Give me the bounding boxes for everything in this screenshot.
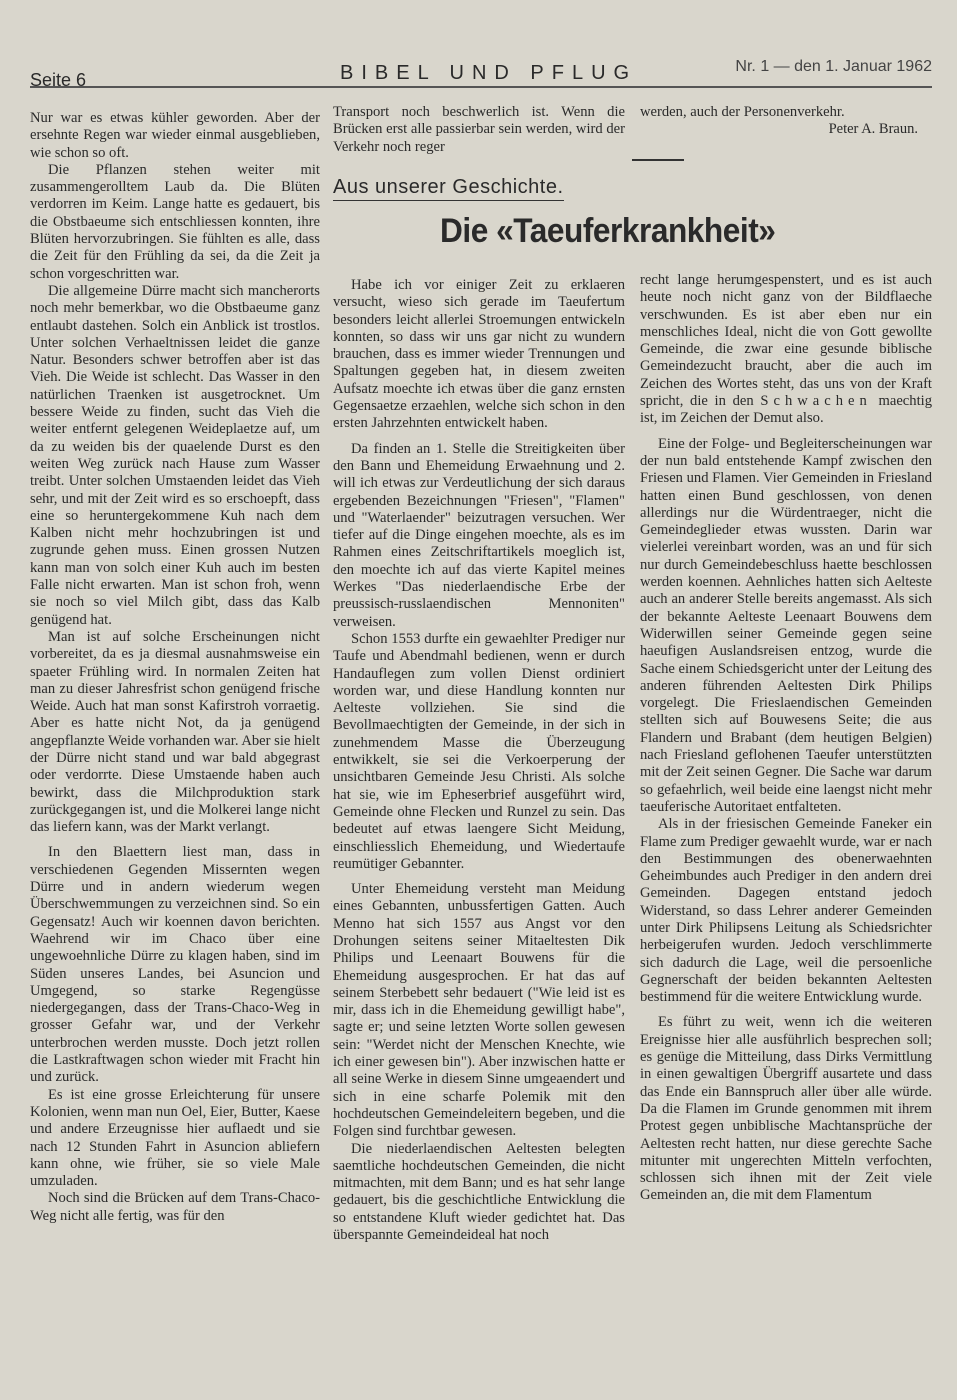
paragraph: Noch sind die Brücken auf dem Trans-Chaco-Weg nicht alle fertig, was für den (30, 1190, 320, 1224)
paragraph: Die niederlaendischen Aeltesten belegten saemtliche hochdeutschen Gemeinden, die nicht mitmachten, mit dem Bann; und es hat sehr lange gedauert, bis die geschichtliche Entwicklung die so entstandene Kluft wieder gedichtet hat. Das überspannte Gemeindeideal hat noch (333, 1140, 625, 1244)
paragraph (640, 272, 932, 428)
paragraph: Es ist eine grosse Erleichterung für unsere Kolonien, wenn man nun Oel, Eier, Butter, Kaese und andere Erzeugnisse hier auflaedt und sie nach 12 Stunden Fahrt in Asuncion abliefern kann ohne, wie früher, sie so viele Male umzuladen. (30, 1086, 320, 1190)
paragraph: In den Blaettern liest man, dass in verschiedenen Gegenden Missernten wegen Dürre und in andern wiederum wegen Überschwemmungen zu verzeichnen sind. So ein Gegensatz! Auch wir koennen davon berichten. Waehrend wir im Chaco über eine ungewoehnliche Dürre zu klagen haben, sind im Süden unseres Landes, bei Asuncion und Umgegend, so starke Regengüsse niedergegangen, dass der Trans-Chaco-Weg in grosser Gefahr war, und der Verkehr unterbrochen werden musste. Doch jetzt rollen die Lastkraftwagen schon wieder mit Fracht hin und zurück. (30, 844, 320, 1086)
paragraph: Eine der Folge- und Begleiterscheinungen war der nun bald entstehende Kampf zwischen den Friesen und Flamen. Vier Gemeinden in Friesland hatten einen Bund geschlossen, von denen allerdings nur die Würdentraeger, nicht die Gemeindeglieder etwas wussten. Darin war vielerlei vereinbart worden, was an und für sich nur durch Gemeindebeschluss haette beschlossen werden koennen. Aehnliches hatten sich Aelteste auch an anderer Stelle bereits angemasst. Als sich der bekannte Aelteste Leenaart Bouwens dem Widerwillen seiner Gemeinde gegen seine haeufigen Auslandsreisen entzog, wurde die Sache einem Schiedsgericht unter der Leitung des anderen führenden Aeltesten Dirk Philips vorgelegt. Die Frieslaendischen Gemeinden stellten sich auf Bouwesens Seite; die aus Flandern und Brabant (dem heutigen Belgien) nach Friesland geflohenen Taeufer unterstützten mit der Zeit seinen Gegner. Die Sache war darum so gefaehrlich, weil beide eine laengst nicht mehr taeuferische Autoritaet entfalteten. (640, 435, 932, 815)
text-run: maechtig ist, im Zeichen der Demut also. (640, 393, 932, 427)
paragraph: Habe ich vor einiger Zeit zu erklaeren versucht, wieso sich gerade im Taeufertum besonders leicht allerlei Stroemungen entwickeln konnten, so dass wir uns gar nicht zu wundern brauchen, dass es immer wieder Trennungen und Spaltungen gegeben hat, in diesem zweiten Aufsatz moechte ich etwas über die ganz ernsten Gegensaetze erzaehlen, welche sich schon in den ersten Jahrzehnten entwickelt haben. (333, 277, 625, 432)
issue-date: Nr. 1 — den 1. Januar 1962 (735, 58, 932, 75)
column-2-continuation (333, 104, 625, 156)
column-3-continuation (640, 104, 918, 139)
column-1 (30, 110, 320, 1225)
author-signature: Peter A. Braun. (828, 121, 918, 138)
article-headline: Die «Taeuferkrankheit» (440, 212, 776, 250)
section-label: Aus unserer Geschichte. (333, 176, 564, 201)
divider-rule (632, 159, 684, 161)
paragraph: Man ist auf solche Erscheinungen nicht vorbereitet, da es ja diesmal ausnahmsweise ein spaeter Frühling wird. In normalen Zeiten hat man zu dieser Jahresfrist schon genügend frische Weide. Auch hat man sonst Kafirstroh vorraetig. Aber es hatte nicht Not, da ja genügend angepflanzte Weide vorhanden war. Aber sie hielt der Dürre nicht stand und war bald abgegrast oder verdorrte. Diese Umstaende haben auch bewirkt, dass die Milchproduktion stark zurückgegangen ist, und die Molkerei lange nicht das liefern kann, was der Markt verlangt. (30, 628, 320, 836)
paragraph: Die Pflanzen stehen weiter mit zusammengerolltem Laub da. Die Blüten verdorren im Keim. Lange hatte es gedauert, bis die Obstbaeume sich entschliessen konnten, ihre Blüten hervorzubringen. Sie fühlten es alle, dass die Zeit für den Frühling da sei, da die Zeit ja schon vorgeschritten war. (30, 161, 320, 282)
paragraph: Transport noch beschwerlich ist. Wenn die Brücken erst alle passierbar sein werden, wird der Verkehr noch reger (333, 104, 625, 155)
paragraph: Da finden an 1. Stelle die Streitigkeiten über den Bann und Ehemeidung Erwaehnung und 2. will ich etwas zur Verdeutlichung der sich daraus ergebenden Bezeichnungen "Friesen", "Flamen" und "Waterlaender" beizutragen versuchen. Wer tiefer auf die Dinge eingehen moechte, als es im Rahmen eines Zeitschriftartikels moeglich ist, den moechte ich auf das vierte Kapitel meines Werkes "Das niederlaendische Erbe der preussisch-russlaendischen Mennoniten" verweisen. (333, 440, 625, 630)
emphasized-word: Schwachen (760, 393, 872, 410)
paragraph: Als in der friesischen Gemeinde Faneker ein Flame zum Prediger gewaehlt wurde, war er nach den Bestimmungen des obenerwaehnten Geheimbundes auch Prediger in den andern drei Gemeinden. Dagegen entstand jedoch Widerstand, so dass Lehrer anderer Gemeinden unter Dirk Philipsens Leitung als Schiedsrichter herbeigerufen wurden. Jedoch verschlimmerte sich dadurch die Lage, weil die persoenliche Gegnerschaft der beiden bekannten Aeltesten bestimmend für die weitere Entwicklung wurde. (640, 816, 932, 1006)
article-column-2 (640, 272, 932, 1205)
paragraph: Unter Ehemeidung versteht man Meidung eines Gebannten, unbussfertigen Gatten. Auch Menno hat sich 1557 aus Angst vor den Drohungen seitens seiner Mitaeltesten Dik Philips und Leenaart Bouwens für die Ehemeidung ausgesprochen. Er hat das auf seinem Sterbebett sehr bedauert ("Wie leid ist es mir, dass ich in die Ehemeidung gewilligt habe", sagte er; und seine letzten Worte sollen gewesen sein: "Werdet nicht der Menschen Knechte, wie ich einer gewesen bin"). Aber inzwischen hatte er all seine Werke in diesem Sinne umgeaendert und sich in eine scharfe Polemik mit den hochdeutschen Gemeindeleitern begeben, und die Folgen sind furchtbar gewesen. (333, 881, 625, 1140)
paragraph: Es führt zu weit, wenn ich die weiteren Ereignisse hier alle ausführlich besprechen soll; es genüge die Mitteilung, dass Dirks Vermittlung in einen gewaltigen Übergriff ausartete und dass das Ende ein Bannspruch aller über alle würde. Da die Flamen im Grunde genommen mit ihrem Protest gegen unbiblische Machtansprüche der Aeltesten recht hatten, nur diese gerechte Sache mitunter mit ungerechten Mitteln verfochten, schlossen sich ihnen mit der Zeit viele Gemeinden an, die mit dem Flamentum (640, 1014, 932, 1204)
paragraph: werden, auch der Personenverkehr. (640, 104, 845, 120)
page-header (30, 58, 932, 88)
paragraph: Die allgemeine Dürre macht sich mancherorts noch mehr bemerkbar, wo die Obstbaeume ganz entlaubt dastehen. Solch ein Anblick ist trostlos. Unter solchen Verhaeltnissen leidet die ganze Natur. Besonders schwer betroffen aber ist das Vieh. Die Weide ist schlecht. Das Wasser in den natürlichen Traenken ist ausgetrocknet. Um bessere Weide zu finden, sucht das Vieh die weiter entfernt gelegenen Weideplaetze auf, um da zu weiden bis der quaelende Durst es den weiten Weg zurück nach Hause zum Wasser treibt. Unter solchen Umstaenden leidet das Vieh sehr, und mit der Zeit wird es so erschoepft, dass eine so heruntergekommene Kuh nach dem Kalben nicht mehr hochzubringen ist und zugrunde gehen muss. Einen grossen Nutzen kann man von solch einer Kuh auch im besten Falle nicht erwarten. Man ist schon froh, wenn sie noch so viel Milch gibt, dass das Kalb genügend hat. (30, 282, 320, 628)
newspaper-name: BIBEL UND PFLUG (340, 62, 638, 84)
paragraph: Schon 1553 durfte ein gewaehlter Prediger nur Taufe und Abendmahl bedienen, wenn er durch Handauflegen zum vollen Dienst ordiniert worden war, und diese Handlung konnten nur Aelteste vollziehen. Sie sind die Bevollmaechtigten der Gemeinde, in der sich in zunehmendem Masse die Überzeugung entwikkelt, sie sei die Verkoerperung der unsichtbaren Gemeinde Jesu Christi. Als solche hat sie, wie im Epheserbrief ausgeführt wird, Gemeinde ohne Flecken und Runzel zu sein. Das bedeutet auf etwas laengere Sicht Meidung, einschliesslich Ehemeidung, und Wiedertaufe reumütiger Gebannter. (333, 630, 625, 872)
article-column-1 (333, 277, 625, 1244)
text-run: recht lange herumgespenstert, und es ist auch heute noch nicht ganz von der Bildflaeche verschwunden. Es ist aber eben nur ein menschliches Ideal, nicht die von Gott gewollte Gemeinde, die zwar eine gesunde biblische Gemeindezucht braucht, aber die auch im Zeichen des Wortes steht, das uns von der Kraft spricht, die in den (640, 272, 932, 410)
page-number: Seite 6 (30, 70, 87, 90)
paragraph: Nur war es etwas kühler geworden. Aber der ersehnte Regen war wieder einmal ausgeblieben, wie schon so oft. (30, 110, 320, 161)
